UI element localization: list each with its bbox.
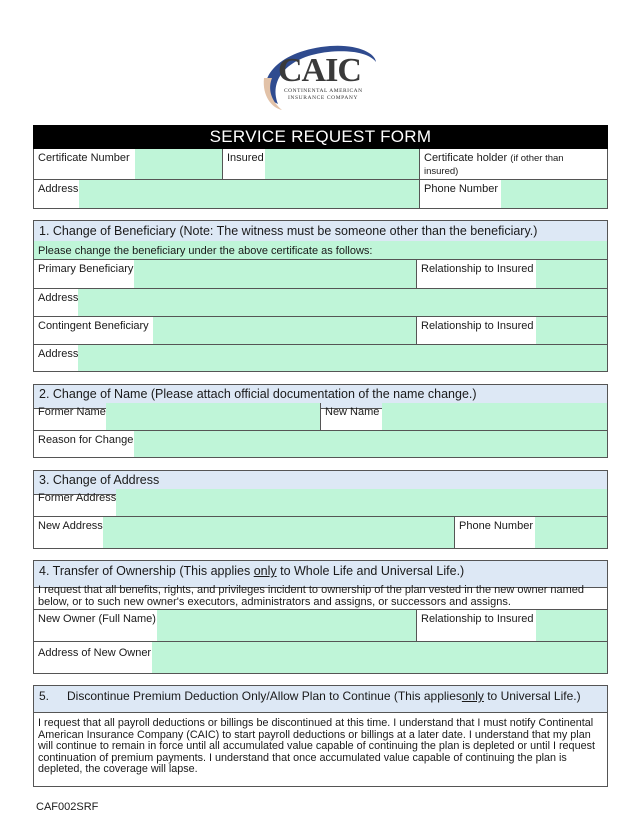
relationship2-label: Relationship to Insured bbox=[421, 320, 534, 332]
section4-relationship-field[interactable] bbox=[536, 610, 607, 641]
phone-number-field[interactable] bbox=[501, 180, 607, 208]
section1-address2-label: Address bbox=[38, 348, 79, 360]
section-change-of-address bbox=[33, 470, 608, 549]
former-name-label: Former Name bbox=[38, 406, 106, 418]
section4-relationship-label: Relationship to Insured bbox=[421, 613, 534, 625]
section1-address1-label: Address bbox=[38, 292, 79, 304]
section4-title-pre: 4. Transfer of Ownership (This applies bbox=[39, 564, 254, 578]
insured-label: Insured bbox=[227, 152, 264, 164]
former-address-field[interactable] bbox=[116, 489, 607, 516]
logo-line2: INSURANCE COMPANY bbox=[288, 95, 359, 101]
form-title-text: SERVICE REQUEST FORM bbox=[209, 127, 432, 146]
logo-abbrev: CAIC bbox=[278, 52, 361, 89]
section1-instruction: Please change the beneficiary under the above certificate as follows: bbox=[34, 241, 607, 260]
section4-text: I request that all benefits, rights, and privileges incident to ownership of the plan vested in the new owner named below, or to such new owner's executors, administrators and assigns, or successors and assigns. bbox=[34, 581, 607, 610]
section-change-of-beneficiary bbox=[33, 220, 608, 372]
section3-title: 3. Change of Address bbox=[34, 471, 607, 495]
section3-phone-label: Phone Number bbox=[459, 520, 533, 532]
contingent-beneficiary-field[interactable] bbox=[153, 317, 416, 344]
new-name-label: New Name bbox=[325, 406, 380, 418]
section5-title-pre: Discontinue Premium Deduction Only/Allow Plan to Continue (This applies bbox=[67, 689, 462, 703]
contingent-beneficiary-label: Contingent Beneficiary bbox=[38, 320, 149, 332]
section5-title-post: to Universal Life.) bbox=[483, 689, 581, 703]
top-info-block bbox=[33, 149, 608, 209]
section1-address2-field[interactable] bbox=[78, 345, 607, 371]
section5-title bbox=[34, 686, 607, 713]
section-discontinue-premium bbox=[33, 685, 608, 787]
section1-title: 1. Change of Beneficiary (Note: The witness must be someone other than the beneficiary.) bbox=[34, 221, 607, 248]
new-owner-label: New Owner (Full Name) bbox=[38, 613, 156, 625]
primary-beneficiary-field[interactable] bbox=[134, 260, 416, 288]
certificate-holder-note: (if other than insured) bbox=[424, 153, 564, 177]
new-name-field[interactable] bbox=[382, 403, 607, 430]
footer-form-code: CAF002SRF bbox=[36, 801, 99, 813]
section5-title-only: only bbox=[461, 689, 484, 703]
address-of-new-owner-label: Address of New Owner bbox=[38, 647, 152, 659]
section3-phone-field[interactable] bbox=[535, 517, 607, 548]
form-title bbox=[33, 125, 608, 149]
reason-for-change-label: Reason for Change bbox=[38, 434, 134, 446]
logo-line1: CONTINENTAL AMERICAN bbox=[284, 88, 363, 94]
address-label: Address bbox=[38, 183, 79, 195]
section1-address1-field[interactable] bbox=[78, 289, 607, 316]
former-address-label: Former Address bbox=[38, 492, 117, 504]
company-logo bbox=[250, 38, 385, 113]
relationship2-field[interactable] bbox=[536, 317, 607, 344]
section5-num: 5. bbox=[39, 689, 50, 703]
reason-for-change-field[interactable] bbox=[134, 431, 607, 457]
new-address-field[interactable] bbox=[103, 517, 454, 548]
phone-number-label: Phone Number bbox=[424, 183, 498, 195]
former-name-field[interactable] bbox=[106, 403, 320, 430]
relationship1-field[interactable] bbox=[536, 260, 607, 288]
certificate-holder-label: Certificate holder bbox=[424, 152, 508, 164]
primary-beneficiary-label: Primary Beneficiary bbox=[38, 263, 134, 275]
address-of-new-owner-field[interactable] bbox=[152, 642, 607, 673]
new-owner-field[interactable] bbox=[157, 610, 416, 641]
section4-title-only: only bbox=[253, 564, 277, 578]
certificate-number-label: Certificate Number bbox=[38, 152, 130, 164]
section2-title: 2. Change of Name (Please attach official documentation of the name change.) bbox=[34, 385, 607, 409]
new-address-label: New Address bbox=[38, 520, 103, 532]
section-transfer-of-ownership bbox=[33, 560, 608, 674]
relationship1-label: Relationship to Insured bbox=[421, 263, 534, 275]
section4-title-post: to Whole Life and Universal Life.) bbox=[276, 564, 465, 578]
certificate-number-field[interactable] bbox=[135, 149, 222, 179]
section-change-of-name bbox=[33, 384, 608, 458]
section5-text: I request that all payroll deductions or billings be discontinued at this time. I understand that I must notify Continental American Insurance Company (CAIC) to start payroll deductions or billings at a later date. I understand that my plan will continue to remain in force until all accumulated value capable of continuing the plan is depleted or until I request continuation of premium payments. I understand that once accumulated value capable of continuing the plan is depleted, the coverage will lapse. bbox=[38, 717, 595, 775]
address-field[interactable] bbox=[79, 180, 419, 208]
insured-field[interactable] bbox=[265, 149, 419, 179]
